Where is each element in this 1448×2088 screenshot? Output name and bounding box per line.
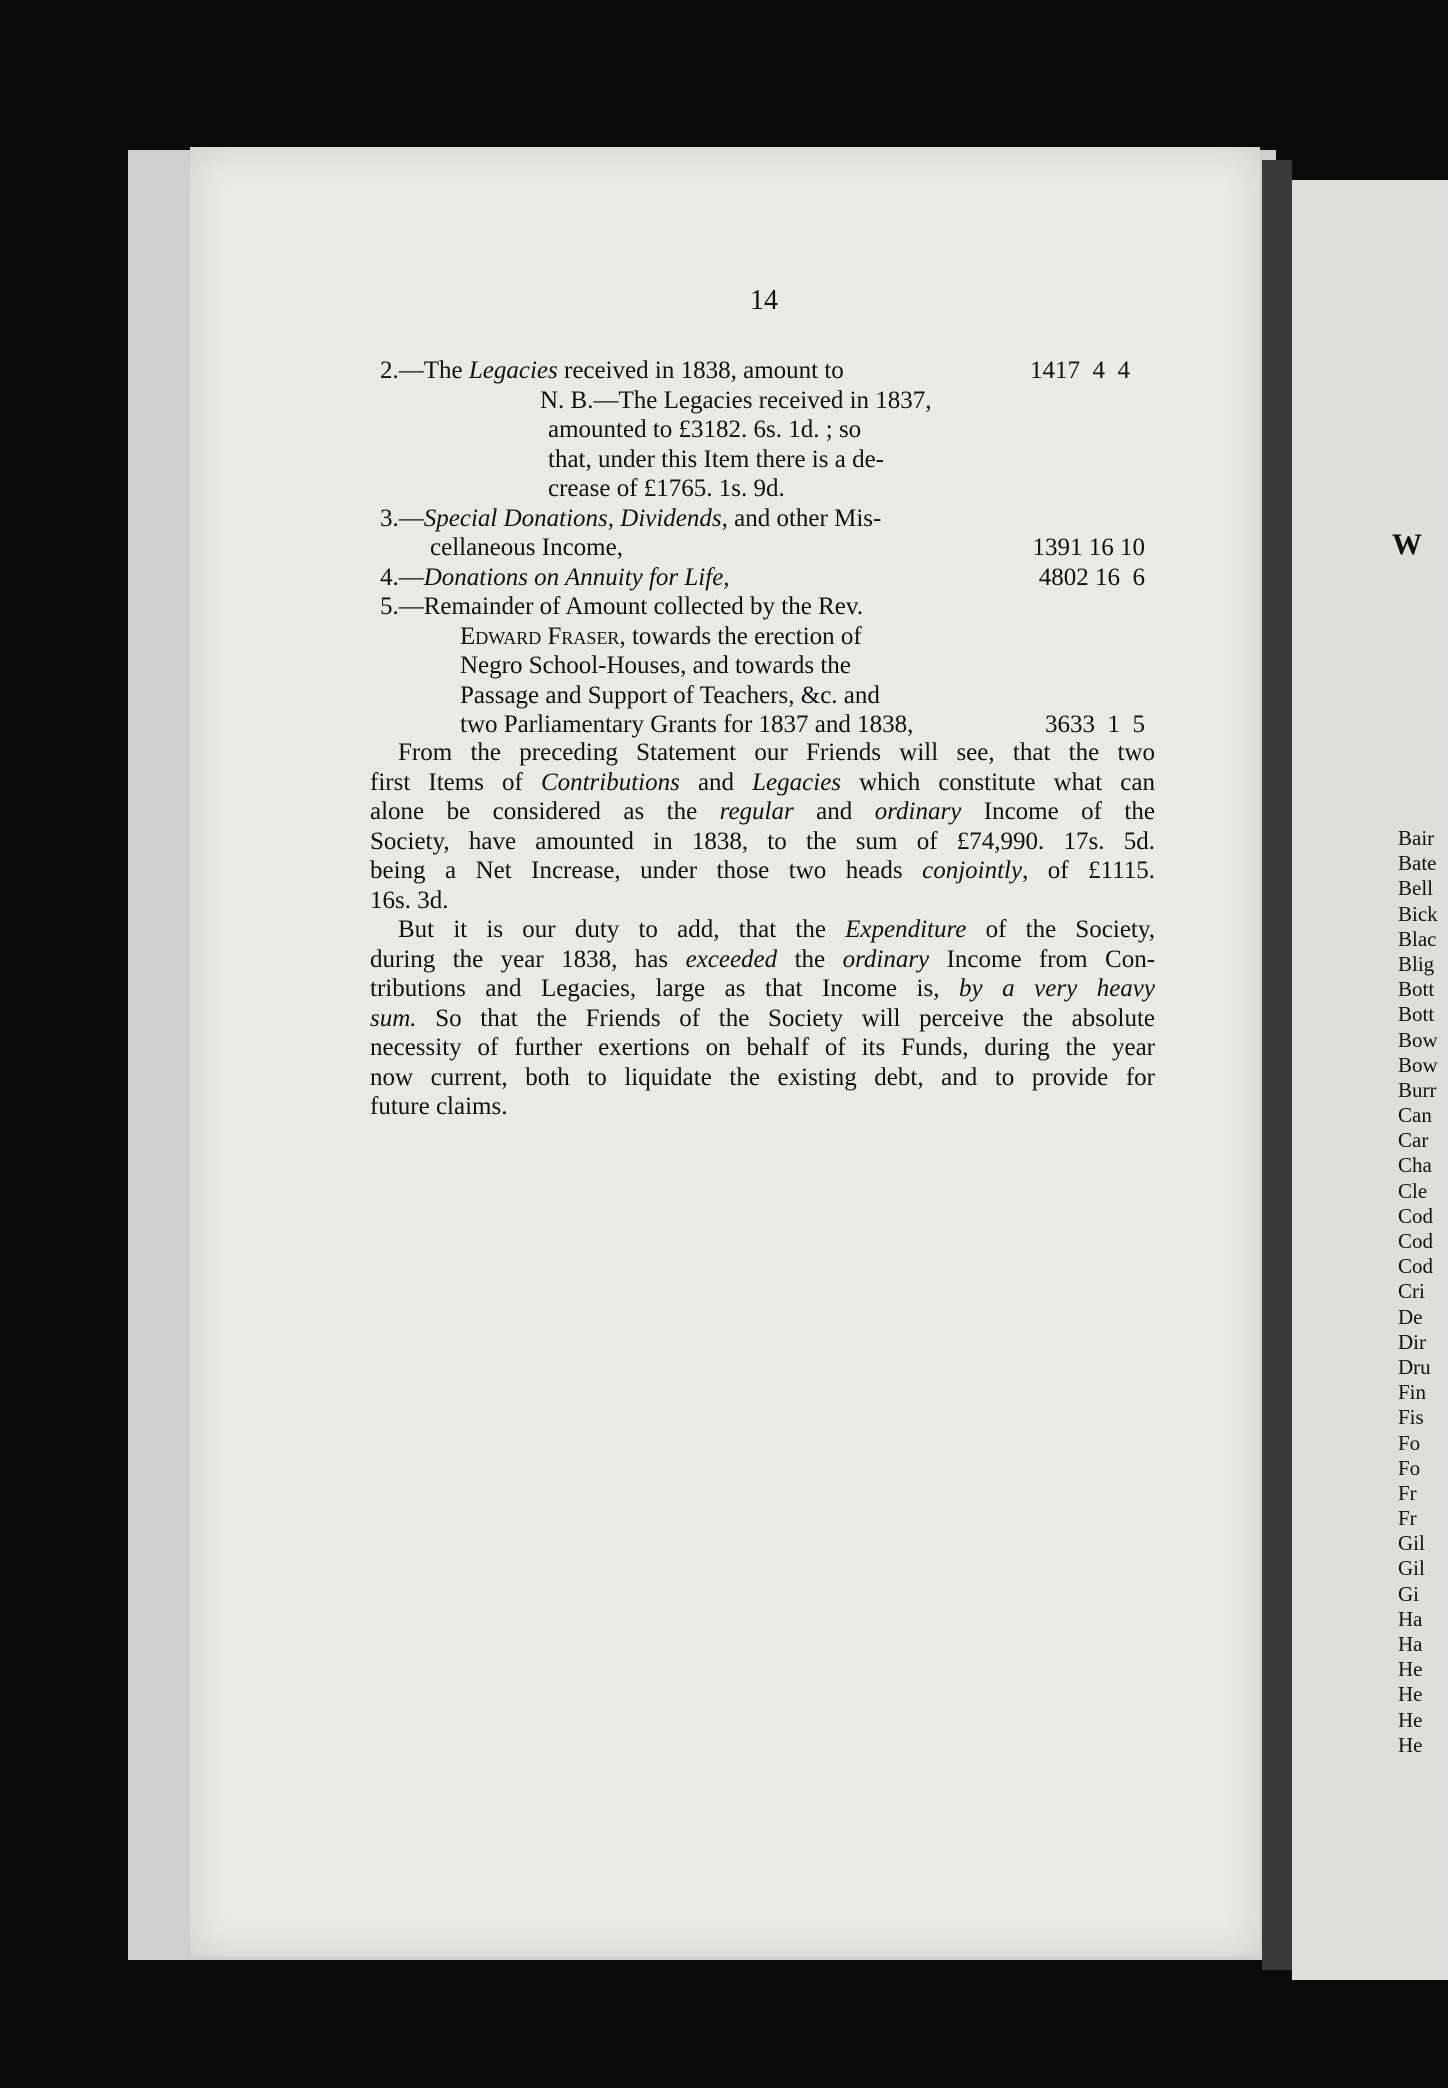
right-page-name: Ha — [1398, 1606, 1423, 1631]
right-page-name: Cha — [1398, 1153, 1432, 1178]
paragraph-line: being a Net Increase, under those two heads conjointly, of £1115. — [370, 857, 1155, 884]
paragraph-line: But it is our duty to add, that the Expenditure of the Society, — [398, 916, 1156, 943]
item-line — [548, 445, 884, 475]
item-line — [460, 622, 862, 652]
paragraph-line: 16s. 3d. — [370, 886, 449, 914]
item-line — [548, 415, 861, 445]
right-page-name: Blac — [1398, 926, 1437, 951]
right-page-name: He — [1398, 1657, 1423, 1682]
right-page-name: Fo — [1398, 1455, 1421, 1480]
item-line — [380, 356, 844, 386]
paragraph-line: tributions and Legacies, large as that Income is, by a very heavy — [370, 975, 1156, 1002]
item-line — [430, 533, 623, 563]
right-page-name: Bow — [1398, 1052, 1438, 1077]
item-text: , towards the erection of — [619, 622, 862, 650]
paragraph-line: future claims. — [370, 1093, 508, 1120]
right-page-name: Dru — [1398, 1354, 1431, 1379]
item-line — [540, 386, 932, 416]
item-amount: 3633 1 5 — [1045, 711, 1145, 738]
item-text: two Parliamentary Grants for 1837 and 1838, — [460, 711, 914, 738]
item-text: N. B.—The Legacies received in 1837, — [540, 386, 932, 414]
book-gutter — [1262, 160, 1292, 1970]
item-text: 3.— — [380, 504, 424, 532]
item-text: 4.— — [380, 563, 424, 591]
right-page-name-list — [1398, 826, 1448, 1758]
paragraph-line: during the year 1838, has exceeded the ordinary Income from Con- — [370, 945, 1156, 973]
paragraph-line: first Items of Contributions and Legacies which constitute what can — [370, 768, 1156, 796]
right-page-name: Bott — [1398, 977, 1435, 1002]
right-page-name: Bell — [1398, 876, 1433, 901]
item-line — [548, 474, 785, 504]
right-page-name: Bair — [1398, 826, 1435, 850]
paragraph-line: now current, both to liquidate the existing debt, and to provide for — [370, 1063, 1155, 1091]
item-text: Donations on Annuity for Life, — [423, 563, 730, 591]
right-page-name: Bate — [1398, 851, 1437, 876]
item-text: Edward Fraser — [460, 622, 620, 650]
right-page-name: Bick — [1398, 901, 1438, 926]
right-page-name: Blig — [1398, 951, 1435, 976]
paragraph-line: necessity of further exertions on behalf of its Funds, during the year — [370, 1034, 1155, 1061]
right-page-name: Fin — [1398, 1380, 1427, 1405]
item-text: amounted to £3182. 6s. 1d. ; so — [548, 416, 862, 443]
paragraph-statement — [370, 738, 1155, 915]
item-amount: 4802 16 6 — [1038, 563, 1145, 591]
right-page-name: Fr — [1398, 1506, 1417, 1531]
right-page-name: Bott — [1398, 1002, 1435, 1027]
item-line — [460, 681, 880, 711]
right-page-name: Cod — [1398, 1254, 1434, 1279]
item-line — [460, 651, 851, 681]
right-page-name: Fis — [1398, 1405, 1424, 1430]
right-page-heading: W — [1392, 528, 1424, 561]
item-text: Special Donations, Dividends, — [423, 504, 728, 532]
paragraph-line: From the preceding Statement our Friends will see, that the two — [398, 739, 1155, 766]
paragraph-expenditure — [370, 915, 1155, 1122]
item-line — [460, 710, 913, 740]
right-page-name: Gil — [1398, 1531, 1425, 1556]
item-text: Legacies — [468, 357, 558, 384]
item-text: 5.—Remainder of Amount collected by the Rev. — [380, 593, 863, 620]
right-page-name: Fr — [1398, 1480, 1417, 1505]
item-amount: 1391 16 10 — [1032, 534, 1145, 561]
right-page-name: Cod — [1398, 1229, 1434, 1253]
right-page-name: Ha — [1398, 1632, 1423, 1656]
right-page-name: Dir — [1398, 1329, 1426, 1354]
right-page-name: Cri — [1398, 1279, 1425, 1304]
item-amount: 1417 4 4 — [1030, 357, 1130, 384]
right-page-name: Gil — [1398, 1556, 1425, 1581]
paragraph-line: sum. So that the Friends of the Society will perceive the absolute — [370, 1004, 1155, 1032]
right-page-name: Gi — [1398, 1581, 1419, 1606]
paragraph-line: alone be considered as the regular and ordinary Income of the — [370, 798, 1155, 825]
right-page-name: He — [1398, 1707, 1423, 1732]
right-page-name: Can — [1398, 1103, 1432, 1128]
item-text: crease of £1765. 1s. 9d. — [548, 475, 785, 502]
page-number: 14 — [750, 285, 778, 316]
right-page-name: Burr — [1398, 1077, 1437, 1102]
right-page-name: Cod — [1398, 1203, 1434, 1228]
right-page-name: Bow — [1398, 1027, 1438, 1052]
item-text: cellaneous Income, — [430, 534, 623, 561]
item-line — [380, 563, 730, 593]
item-text: Negro School-Houses, and towards the — [460, 652, 851, 679]
item-line — [380, 592, 863, 622]
right-page-name: Fo — [1398, 1430, 1421, 1455]
item-text: received in 1838, amount to — [557, 357, 844, 384]
item-line — [380, 504, 881, 534]
right-page-name: He — [1398, 1682, 1423, 1707]
paragraph-line: Society, have amounted in 1838, to the sum of £74,990. 17s. 5d. — [370, 827, 1155, 855]
right-page-name: Cle — [1398, 1178, 1428, 1203]
item-text: and other Mis- — [727, 504, 882, 532]
item-text: 2.—The — [380, 357, 469, 384]
item-text: that, under this Item there is a de- — [548, 445, 884, 473]
right-page-name: He — [1398, 1732, 1423, 1757]
right-page-name: De — [1398, 1304, 1423, 1329]
item-text: Passage and Support of Teachers, &c. and — [460, 681, 880, 709]
right-page-name: Car — [1398, 1128, 1429, 1153]
